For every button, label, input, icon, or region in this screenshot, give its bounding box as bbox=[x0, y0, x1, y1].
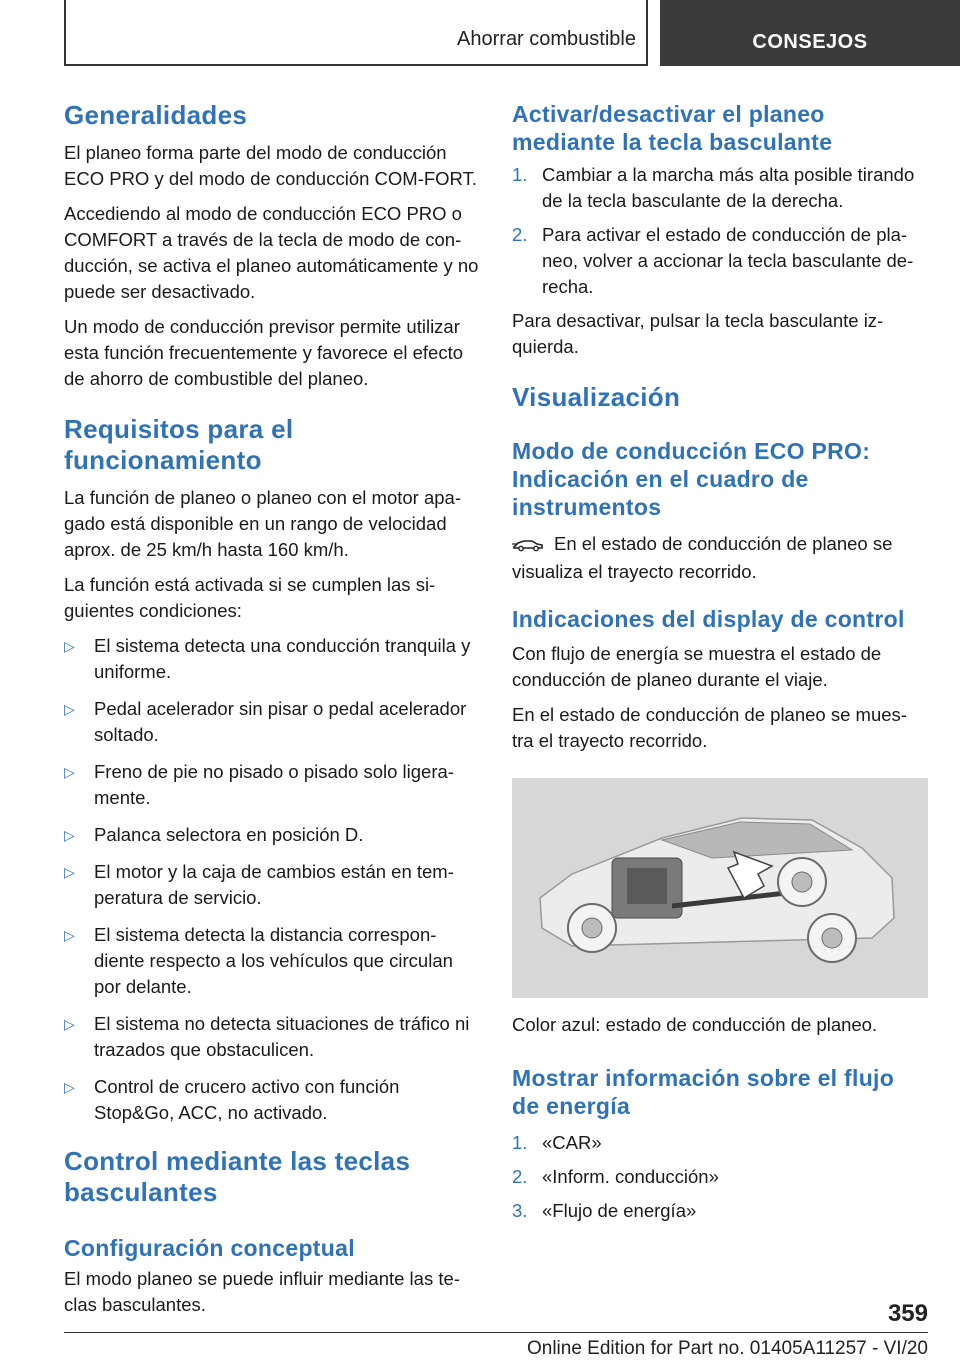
list-item: ▷ Palanca selectora en posición D. bbox=[64, 822, 480, 848]
list-item: 2. «Inform. conducción» bbox=[512, 1166, 719, 1187]
paragraph: Para desactivar, pulsar la tecla basculante iz‐quierda. bbox=[512, 310, 884, 357]
list-item: ▷ Freno de pie no pisado o pisado solo ligera‐mente. bbox=[64, 761, 454, 808]
heading-indicaciones: Indicaciones del display de control bbox=[512, 606, 905, 632]
heading-generalidades: Generalidades bbox=[64, 100, 248, 130]
steps-list bbox=[512, 162, 928, 300]
header-section-title: Ahorrar combustible bbox=[457, 28, 636, 50]
list-item: 2. Para activar el estado de conducción de pla‐neo, volver a accionar la tecla basculante de‐recha. bbox=[512, 224, 914, 297]
list-item: ▷ El sistema detecta una conducción tranquila y uniforme. bbox=[64, 635, 471, 682]
bullet-marker-icon: ▷ bbox=[64, 864, 75, 880]
page-number: 359 bbox=[887, 1300, 928, 1327]
header-chapter-tab: CONSEJOS bbox=[660, 0, 960, 66]
list-item: 1. «CAR» bbox=[512, 1132, 602, 1153]
heading-activar-desactivar: Activar/desactivar el planeo mediante la tecla basculante bbox=[512, 101, 833, 155]
heading-mostrar-flujo: Mostrar información sobre el flujo de energía bbox=[512, 1065, 895, 1119]
footer-edition: Online Edition for Part no. 01405A11257 - VI/20 bbox=[526, 1338, 928, 1359]
bullet-marker-icon: ▷ bbox=[64, 638, 75, 654]
header-rule-left bbox=[64, 0, 66, 66]
paragraph: El planeo forma parte del modo de conducción ECO PRO y del modo de conducción COM‐FORT. bbox=[64, 142, 477, 189]
conditions-list bbox=[64, 633, 480, 1126]
list-item: ▷ Pedal acelerador sin pisar o pedal acelerador soltado. bbox=[64, 698, 467, 745]
bullet-marker-icon: ▷ bbox=[64, 927, 75, 943]
paragraph: Un modo de conducción previsor permite utilizar esta función frecuentemente y favorece el efecto de ahorro de combustible del planeo. bbox=[64, 316, 464, 389]
bullet-marker-icon: ▷ bbox=[64, 1016, 75, 1032]
energy-flow-figure bbox=[512, 778, 928, 998]
heading-control-teclas: Control mediante las teclas basculantes bbox=[64, 1146, 411, 1207]
heading-configuracion: Configuración conceptual bbox=[64, 1235, 355, 1261]
bullet-marker-icon: ▷ bbox=[64, 764, 75, 780]
bullet-marker-icon: ▷ bbox=[64, 1079, 75, 1095]
heading-requisitos: Requisitos para el funcionamiento bbox=[64, 414, 294, 475]
paragraph: El modo planeo se puede influir mediante las te‐clas basculantes. bbox=[64, 1268, 460, 1315]
right-column bbox=[512, 100, 928, 1232]
list-item: 3. «Flujo de energía» bbox=[512, 1200, 697, 1221]
paragraph: En el estado de conducción de planeo se visualiza el trayecto recorrido. bbox=[512, 533, 893, 582]
steps-list bbox=[512, 1130, 928, 1224]
bullet-marker-icon: ▷ bbox=[64, 701, 75, 717]
coasting-car-icon bbox=[512, 533, 544, 559]
paragraph: La función de planeo o planeo con el motor apa‐gado está disponible en un rango de velocidad aprox. de 25 km/h hasta 160 km/h. bbox=[64, 487, 462, 560]
car-illustration bbox=[512, 778, 928, 998]
list-item: ▷ El motor y la caja de cambios están en tem‐peratura de servicio. bbox=[64, 861, 454, 908]
paragraph: Accediendo al modo de conducción ECO PRO o COMFORT a través de la tecla de modo de con‐ducción, se activa el planeo automáticamente y no puede ser desactivado. bbox=[64, 203, 479, 302]
paragraph: La función está activada si se cumplen las si‐guientes condiciones: bbox=[64, 574, 436, 621]
list-item: ▷ Control de crucero activo con función Stop&Go, ACC, no activado. bbox=[64, 1076, 400, 1123]
footer-rule bbox=[64, 1332, 928, 1333]
heading-visualizacion: Visualización bbox=[512, 382, 681, 412]
header-rule-bottom bbox=[64, 64, 648, 66]
heading-modo-eco-pro: Modo de conducción ECO PRO: Indicación en el cuadro de instrumentos bbox=[512, 438, 871, 520]
list-item: ▷ El sistema detecta la distancia correspon‐diente respecto a los vehículos que circulan por delante. bbox=[64, 924, 453, 997]
bullet-marker-icon: ▷ bbox=[64, 827, 75, 843]
left-column bbox=[64, 100, 480, 1318]
paragraph: En el estado de conducción de planeo se mues‐tra el trayecto recorrido. bbox=[512, 704, 907, 751]
header-rule-divider bbox=[646, 0, 648, 66]
figure-caption: Color azul: estado de conducción de planeo. bbox=[512, 1014, 878, 1035]
paragraph: Con flujo de energía se muestra el estado de conducción de planeo durante el viaje. bbox=[512, 643, 882, 690]
list-item: 1. Cambiar a la marcha más alta posible tirando de la tecla basculante de la derecha. bbox=[512, 164, 915, 211]
list-item: ▷ El sistema no detecta situaciones de tráfico ni trazados que obstaculicen. bbox=[64, 1013, 470, 1060]
